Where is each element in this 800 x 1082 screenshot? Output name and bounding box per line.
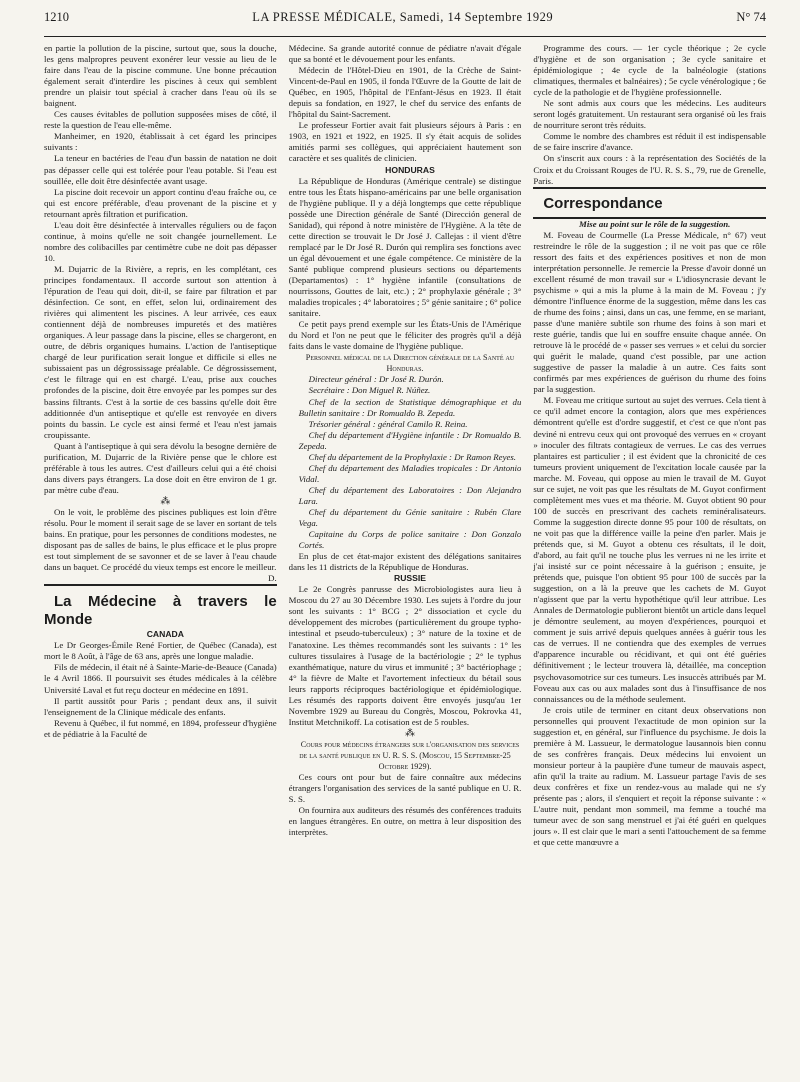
paragraph: Je crois utile de terminer en citant deux observations non personnelles qui prouvent l'exactitude de mon opinion sur la suggestion et, en général, sur l'influence du psychisme. Je dois la première à M. Lassueur, le dermatologue lausannois bien connu de ses confrères français. Deux médecins lui envoient un monsieur porteur à la paupière d'une tumeur de mauvais aspect, afin qu'il la traite au radium. M. Lassueur partage l'avis de ses deux confrères et fixe un rendez-vous au malade qui ne s'y présente pas ; alors, il s'enquiert et reçoit la réponse suivante : « L'autre nuit, pendant mon sommeil, ma femme a touché ma tumeur avec de son sang menstruel et j'ai été guéri en quelques jours ». Il est clair que le mari a senti l'attouchement de sa femme et que cette manœuvre a bbox=[533, 704, 767, 848]
paragraph: Il partit aussitôt pour Paris ; pendant deux ans, il suivit l'enseignement de la Clinique médicale des enfants. bbox=[44, 695, 277, 717]
section-title-medecine: La Médecine à travers le Monde bbox=[44, 584, 277, 629]
staff-entry: Secrétaire : Don Miguel R. Núñez. bbox=[308, 385, 431, 396]
paragraph: Fils de médecin, il était né à Sainte-Marie-de-Beauce (Canada) le 4 Avril 1866. Il poursuivit ses études médicales à la célèbre Université Laval et fut reçu docteur en médecine en 1891. bbox=[44, 662, 277, 695]
separator-stars: ⁂ bbox=[405, 727, 415, 739]
paragraph: L'eau doit être désinfectée à intervalles réguliers ou de façon continue, à moins qu'elle ne soit changée journellement. Le nombre des colibacilles par centimètre cube ne doit pas dépasser 10. bbox=[44, 219, 277, 263]
column-3 bbox=[533, 43, 766, 848]
paragraph: Ces causes évitables de pollution supposées mises de côté, il reste la question de l'eau elle-même. bbox=[44, 109, 277, 131]
subsection-canada: CANADA bbox=[146, 629, 184, 640]
paragraph: en partie la pollution de la piscine, surtout que, sous la douche, les gens malpropres peuvent exonérer leur vessie au lieu de le faire dans l'eau de la piscine commune. Une bonne précaution également serait d'interdire les piscines à ceux qui semblent prendre un plaisir tout spécial à cracher dans l'eau où ils se baignent. bbox=[44, 43, 277, 109]
paragraph: Revenu à Québec, il fut nommé, en 1894, professeur d'hygiène et de pédiatrie à la Faculté de bbox=[44, 717, 277, 739]
paragraph: La République de Honduras (Amérique centrale) se distingue entre tous les États hispano-américains par une belle organisation de l'hygiène publique. Il y a déjà longtemps que cette république possède une Direction générale de Santé (Dirección general de Sanidad), qui répond à notre ministère de l'Hygiène. A la tête de cette direction se trouvait le Dr José J. Callejas : il vient d'être remplacé par le Dr José R. Durón qui remplira ses fonctions avec un égal dévouement et une égale compétence. Ce ministère de la Santé publique comprend plusieurs sections ou départements (Departamentos) : 1° hygiène infantile (consultations de nourrissons, Gouttes de lait, etc.) ; 2° prophylaxie générale ; 3° maladies tropicales ; 4° laboratoires ; 5° génie sanitaire ; 6° police sanitaire. bbox=[288, 175, 522, 319]
page-number: 1210 bbox=[44, 10, 69, 24]
paragraph: La piscine doit recevoir un apport continu d'eau fraîche ou, ce qui est encore préférable, d'eau provenant de la piscine et y retournant après filtration et purification. bbox=[44, 186, 277, 219]
staff-entry: Chef du département des Maladies tropicales : Dr Antonio Vidal. bbox=[298, 462, 522, 484]
separator-stars: ⁂ bbox=[160, 495, 171, 507]
paragraph: Programme des cours. — 1er cycle théorique ; 2e cycle d'hygiène et de son organisation ; 3e cycle sanitaire et épidémiologique ; 4e cycle de la balnéologie (stations climatiques, thermales et balnéaires) ; 5e cycle vénérologique ; 6e cycle de la pathologie et de l'hygiène professionnelle. bbox=[533, 43, 767, 98]
personnel-heading: Personnel médical de la Direction générale de la Santé au Honduras. bbox=[305, 353, 515, 374]
paragraph: Le professeur Fortier avait fait plusieurs séjours à Paris : en 1903, en 1921 et 1922, en 1925. Il s'y était acquis de solides amitiés parmi ses collègues, qui appréciaient hautement son caractère et ses qualités de clinicien. bbox=[288, 120, 522, 164]
journal-title: LA PRESSE MÉDICALE, Samedi, 14 Septembre 1929 bbox=[252, 10, 554, 24]
issue-number: N° 74 bbox=[736, 10, 766, 24]
columns bbox=[44, 43, 766, 848]
paragraph: Quant à l'antiseptique à qui sera dévolu la besogne dernière de purification, M. Dujarric de la Rivière pense que le chlore est préférable à tous les autres. C'est d'ailleurs celui qui a été choisi dans divers pays étrangers. La dose doit en être environ de 1 gr. par mètre cube d'eau. bbox=[44, 440, 277, 495]
staff-entry: Chef du département des Laboratoires : Don Alejandro Lara. bbox=[298, 484, 522, 506]
paragraph: M. Foveau de Courmelle (La Presse Médicale, n° 67) veut restreindre le rôle de la suggestion ; il ne voit pas que ce rôle ressort des faits et des expériences positives et non de mon interprétation personnelle. Je remercie la Presse d'avoir donné un excellent résumé de mon travail sur « L'idiosyncrasie devant le psychisme » qui a mis la plume à la main de M. Foveau ; j'y démontre l'influence énorme de la suggestion, même dans les cas de rhume des foins ; ainsi, dans un cas, une femme, en se mariant, passe d'une manière subtile son rhume des foins à son mari et reste guérie, tandis que lui en souffre ensuite chaque année. On retrouve là le procédé de « passer ses verrues » et celui du sorcier qui guérit le malade, quand c'est possible, par une action suggestive de passer la maladie à un autre. Ces faits sont confirmés par mes expériences de guérison du rhume des foins par la suggestion. bbox=[533, 229, 767, 395]
staff-entry: Chef du département de la Prophylaxie : Dr Ramon Reyes. bbox=[308, 451, 516, 462]
page-header bbox=[44, 0, 766, 37]
paragraph: On fournira aux auditeurs des résumés des conférences traduits en langues étrangères. En outre, on mettra à leur disposition des interprètes. bbox=[288, 805, 522, 838]
paragraph: Manheimer, en 1920, établissait à cet égard les principes suivants : bbox=[44, 131, 277, 153]
staff-entry: Trésorier général : général Camilo R. Reina. bbox=[308, 418, 468, 429]
subsection-russie: RUSSIE bbox=[394, 573, 426, 584]
paragraph: Ce petit pays prend exemple sur les États-Unis de l'Amérique du Nord et l'on ne peut que le féliciter des progrès qu'il a déjà faits dans le vaste domaine de l'hygiène publique. bbox=[288, 319, 522, 352]
paragraph: On s'inscrit aux cours : à la représentation des Sociétés de la Croix et du Croissant Rouges de l'U. R. S. S., 79, rue de Grenelle, Paris. bbox=[533, 153, 767, 186]
paragraph: Ne sont admis aux cours que les médecins. Les auditeurs seront logés gratuitement. Un restaurant sera organisé où les frais de nourriture seront très réduits. bbox=[533, 98, 767, 131]
paragraph: Le Dr Georges-Émile René Fortier, de Québec (Canada), est mort le 8 Août, à l'âge de 63 ans, après une longue maladie. bbox=[44, 640, 277, 662]
paragraph: Comme le nombre des chambres est réduit il est indispensable de se faire inscrire d'avance. bbox=[533, 131, 767, 153]
subsection-honduras: HONDURAS bbox=[385, 164, 435, 175]
paragraph: Médecin de l'Hôtel-Dieu en 1901, de la Crèche de Saint-Vincent-de-Paul en 1905, il fonda l'Œuvre de la Goutte de lait de Québec, en 1905, l'hôpital de l'Enfant-Jésus en 1923. Il était depuis sa fondation, en 1927, le chef du service des enfants de l'hôpital du Saint-Sacrement. bbox=[288, 65, 522, 120]
staff-entry: Chef du département d'Hygiène infantile : Dr Romualdo B. Zepeda. bbox=[298, 429, 522, 451]
column-2 bbox=[289, 43, 522, 848]
staff-entry: Directeur général : Dr José R. Durón. bbox=[308, 374, 444, 385]
correspondance-subtitle: Mise au point sur le rôle de la suggestion. bbox=[579, 218, 731, 229]
author-signature: D. bbox=[268, 573, 277, 584]
paragraph: En plus de cet état-major existent des délégations sanitaires dans les 11 districts de la République de Honduras. bbox=[288, 551, 522, 573]
paragraph: Le 2e Congrès panrusse des Microbiologistes aura lieu à Moscou du 27 au 30 Décembre 1930. Les sujets à l'ordre du jour sont les suivants : 1° BCG ; 2° dissociation et cycle du développement des microbes (particulièrement du groupe typho-intestinal et pseudo-tuberculeux) ; 3° nature de la toxine et de l'anatoxine. Les thèmes recommandés sont les suivants : 1° les cultures tissulaires à l'usage de la bactériologie ; 2° le typhus exanthématique, nature du virus et immunité ; 3° bactériophage ; 4° la fièvre de Malte et l'avortement infectieux du bétail sous leurs rapports réciproques bactériologique et épidémiologique. Les résumés des rapports doivent être envoyés jusqu'au 1er Novembre 1929 au Bureau du Congrès, Moscou, Pokrovka 41, Institut Metchnikoff. La cotisation est de 5 roubles. bbox=[288, 584, 522, 727]
staff-entry: Chef de la section de Statistique démographique et du Bulletin sanitaire : Dr Romualdo B. Zepeda. bbox=[298, 396, 522, 418]
section-title-correspondance: Correspondance bbox=[533, 187, 766, 219]
paragraph: Ces cours ont pour but de faire connaître aux médecins étrangers l'organisation des services de la santé publique en U. R. S. S. bbox=[288, 772, 522, 805]
paragraph: M. Foveau me critique surtout au sujet des verrues. Cela tient à ce qu'il admet encore la contagion, alors que mes expériences démontrent qu'elle est d'ordre suggestif, et c'est ce que n'ont pas deviné ni entrevu ceux qui ont provoqué des verrues en « croyant » inoculer des filtrats contagieux de verrues. Le cas des verrues plantaires est particulier ; il est évident que la chronicité de ces tumeurs provient uniquement de l'excitation locale causée par la marche. M. Foveau, qui oppose au mien le travail de M. Guyot sur ce sujet, ne voit pas que les résultats de M. Guyot confirment complètement mes vues et ma théorie. M. Guyot obtient 90 pour 100 de succès en prescrivant des cachets reminéralisateurs. Comme la suggestion directe donne 95 pour 100 de résultats, on ne voit pas que la différence vaille la peine d'en parler. Mais je prétends que, si M. Guyot a obtenu ces résultats, il le doit, d'abord, au fait qu'il ne touche plus les verrues ni ne les irrite et j'ai insisté sur ce point nécessaire à la guérison ; ensuite, je prétends que, puisque l'on obtient 95 pour 100 de succès par la suggestion, on a là la preuve que les cachets de M. Guyot n'agissent que par la vertu hypothétique qu'il leur attribue. Les Annales de Dermatologie publieront bientôt un article dans lequel je démontre seulement, au moyen d'expériences, pourquoi et comment je suis arrivé depuis quelques années à guérir tous les cas de verrues. Il ne contiendra que des exemples de verrues d'apparence incurable ou récidivant, et qui ont été guéries définitivement ; le lecteur trouvera là, détaillée, ma conception psychovasomotrice sur ces tumeurs. Les insuccès attribués par M. Foveau aux cas ou aux malades sont dus à l'insuffisance de nos connaissances ou de la méthode seulement. bbox=[533, 395, 767, 704]
staff-entry: Chef du département du Génie sanitaire : Rubén Clare Vega. bbox=[298, 506, 522, 529]
paragraph: La teneur en bactéries de l'eau d'un bassin de natation ne doit pas dépasser celle qui est tolérée pour l'eau potable. Si l'eau est souillée, elle doit être désinfectée avant usage. bbox=[44, 153, 277, 186]
paragraph: M. Dujarric de la Rivière, a repris, en les complétant, ces principes fondamentaux. Il accorde surtout son attention à l'épuration de l'eau qui doit, dit-il, se faire par filtration et par désinfection. Ce sont, en effet, selon lui, ordinairement des rivières qui alimentent les piscines. A leur arrivée, ces eaux contiennent déjà de nombreuses impuretés et des matières organiques. A leur passage dans la piscine, elles se chargeront, en outre, de débris organiques humains. L'action de l'antiseptique chargé de leur purification serait longue et difficile si elles ne subissaient pas un dégrossissage préalable. Ce dégrossissement, c'est le filtrage qui en est chargé. L'eau, prise aux couches profondes de la piscine, doit être envoyée par les pompes sur des bassins filtrants. C'est à la sortie de ces bassins qu'elle doit être additionnée d'un antiseptique et qu'elle est renvoyée en divers points du bassin. Le cycle est ainsi fermé et l'eau n'est jamais croupissante. bbox=[44, 263, 277, 440]
paragraph: Médecine. Sa grande autorité connue de pédiatre n'avait d'égale que sa bonté et le dévouement pour les enfants. bbox=[288, 43, 522, 65]
column-1 bbox=[44, 43, 277, 848]
staff-entry: Capitaine du Corps de police sanitaire : Don Gonzalo Cortés. bbox=[298, 529, 522, 551]
paragraph: On le voit, le problème des piscines publiques est loin d'être résolu. Pour le moment il serait sage de se laver en sortant de tels bains. En pratique, pour les personnes de conditions modestes, ne disposant pas de salles de bains, le plus efficace et le plus propre est tout simplement de se savonner et de se laver à l'eau chaude dans un baquet. Ce procédé du vieux temps est encore le meilleur. bbox=[44, 506, 277, 573]
courses-heading: Cours pour médecins étrangers sur l'organisation des services de la santé publique en U. R. S. S. (Moscou, 15 Septembre-25 Octobre 1929). bbox=[299, 739, 520, 772]
